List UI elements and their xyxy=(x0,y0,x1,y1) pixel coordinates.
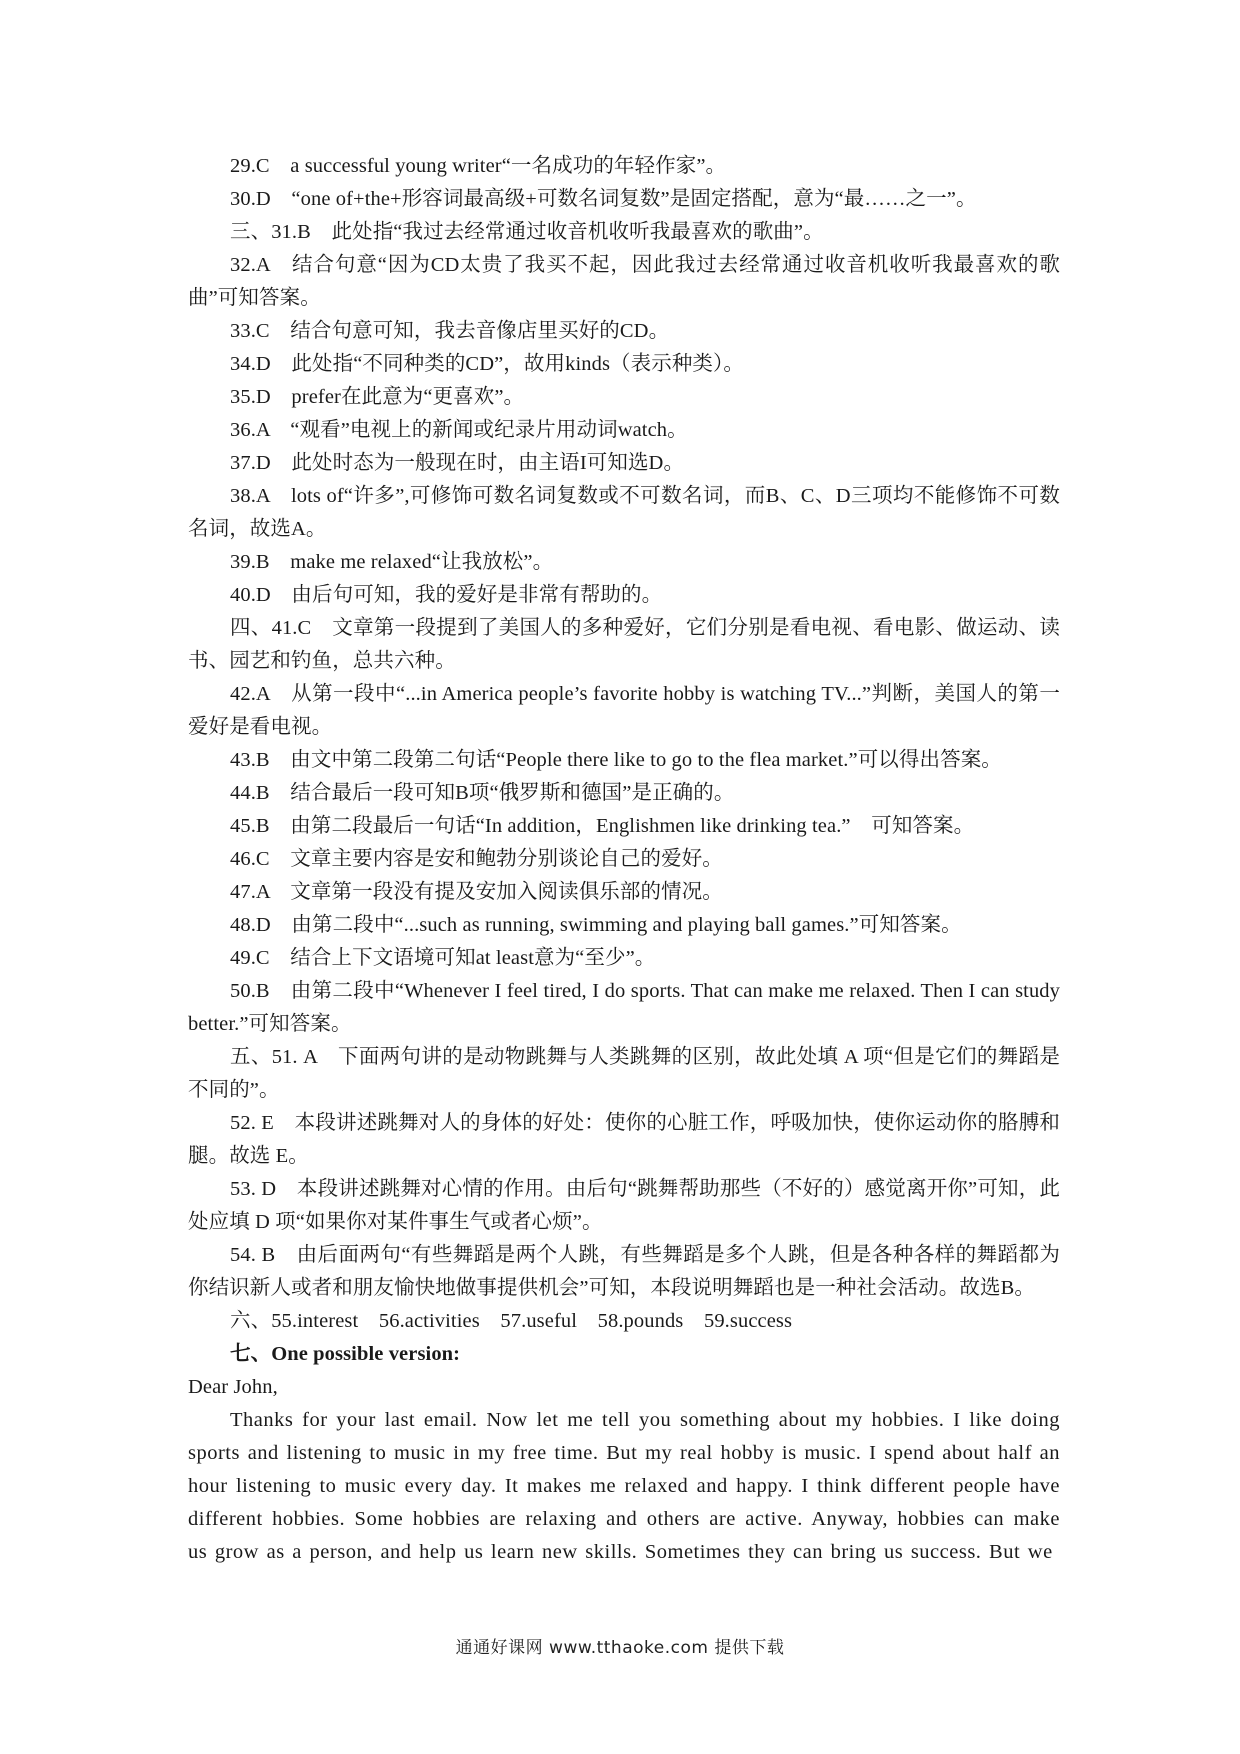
letter-body: Thanks for your last email. Now let me tell you something about my hobbies. I like doing sports and listening to music in my free time. But my real hobby is music. I spend about half an hour listening to music every day. It makes me relaxed and happy. I think different people have different hobbies. Some hobbies are relaxing and others are active. Anyway, hobbies can make us grow as a person, and help us learn new skills. Sometimes they can bring us success. But we xyxy=(188,1409,1060,1563)
answer-item-29: 29.C a successful young writer“一名成功的年轻作家”。 xyxy=(230,155,727,177)
answer-key-content xyxy=(188,150,1060,1569)
answer-item-53: 53. D 本段讲述跳舞对心情的作用。由后句“跳舞帮助那些（不好的）感觉离开你”可知，此处应填 D 项“如果你对某件事生气或者心烦”。 xyxy=(188,1178,1060,1233)
answer-item-36: 36.A “观看”电视上的新闻或纪录片用动词watch。 xyxy=(230,419,688,441)
answer-item-52: 52. E 本段讲述跳舞对人的身体的好处：使你的心脏工作，呼吸加快，使你运动你的胳膊和腿。故选 E。 xyxy=(188,1112,1060,1167)
answer-item-51: 五、51. A 下面两句讲的是动物跳舞与人类跳舞的区别，故此处填 A 项“但是它们的舞蹈是不同的”。 xyxy=(188,1046,1060,1101)
writing-heading: 七、One possible version: xyxy=(230,1343,461,1365)
answer-list xyxy=(188,150,1060,1338)
letter-salutation: Dear John, xyxy=(188,1376,278,1398)
answer-item-31: 三、31.B 此处指“我过去经常通过收音机收听我最喜欢的歌曲”。 xyxy=(230,221,824,243)
answer-item-38: 38.A lots of“许多”,可修饰可数名词复数或不可数名词，而B、C、D三项均不能修饰不可数名词，故选A。 xyxy=(188,485,1060,540)
answer-item-35: 35.D prefer在此意为“更喜欢”。 xyxy=(230,386,525,408)
answer-item-50: 50.B 由第二段中“Whenever I feel tired, I do sports. That can make me relaxed. Then I can study better.”可知答案。 xyxy=(188,980,1060,1035)
page-footer: 通通好课网 www.tthaoke.com 提供下载 xyxy=(455,1638,785,1658)
answer-item-46: 46.C 文章主要内容是安和鲍勃分别谈论自己的爱好。 xyxy=(230,848,723,870)
answer-item-44: 44.B 结合最后一段可知B项“俄罗斯和德国”是正确的。 xyxy=(230,782,735,804)
answer-item-40: 40.D 由后句可知，我的爱好是非常有帮助的。 xyxy=(230,584,663,606)
answer-item-39: 39.B make me relaxed“让我放松”。 xyxy=(230,551,554,573)
answer-item-43: 43.B 由文中第二段第二句话“People there like to go to the flea market.”可以得出答案。 xyxy=(230,749,1002,771)
answer-item-42: 42.A 从第一段中“...in America people’s favorite hobby is watching TV...”判断，美国人的第一爱好是看电视。 xyxy=(188,683,1060,738)
answer-item-55: 六、55.interest 56.activities 57.useful 58.pounds 59.success xyxy=(230,1310,793,1332)
answer-item-41: 四、41.C 文章第一段提到了美国人的多种爱好，它们分别是看电视、看电影、做运动、读书、园艺和钓鱼，总共六种。 xyxy=(188,617,1060,672)
answer-item-37: 37.D 此处时态为一般现在时，由主语I可知选D。 xyxy=(230,452,685,474)
answer-item-34: 34.D 此处指“不同种类的CD”，故用kinds（表示种类）。 xyxy=(230,353,744,375)
answer-item-47: 47.A 文章第一段没有提及安加入阅读俱乐部的情况。 xyxy=(230,881,723,903)
answer-item-33: 33.C 结合句意可知，我去音像店里买好的CD。 xyxy=(230,320,670,342)
answer-item-30: 30.D “one of+the+形容词最高级+可数名词复数”是固定搭配，意为“最……之一”。 xyxy=(230,188,977,210)
answer-item-54: 54. B 由后面两句“有些舞蹈是两个人跳，有些舞蹈是多个人跳，但是各种各样的舞蹈都为你结识新人或者和朋友愉快地做事提供机会”可知，本段说明舞蹈也是一种社会活动。故选B。 xyxy=(188,1244,1060,1299)
answer-item-49: 49.C 结合上下文语境可知at least意为“至少”。 xyxy=(230,947,656,969)
answer-item-45: 45.B 由第二段最后一句话“In addition，Englishmen like drinking tea.” 可知答案。 xyxy=(230,815,975,837)
answer-item-32: 32.A 结合句意“因为CD太贵了我买不起，因此我过去经常通过收音机收听我最喜欢的歌曲”可知答案。 xyxy=(188,254,1060,309)
answer-item-48: 48.D 由第二段中“...such as running, swimming and playing ball games.”可知答案。 xyxy=(230,914,962,936)
